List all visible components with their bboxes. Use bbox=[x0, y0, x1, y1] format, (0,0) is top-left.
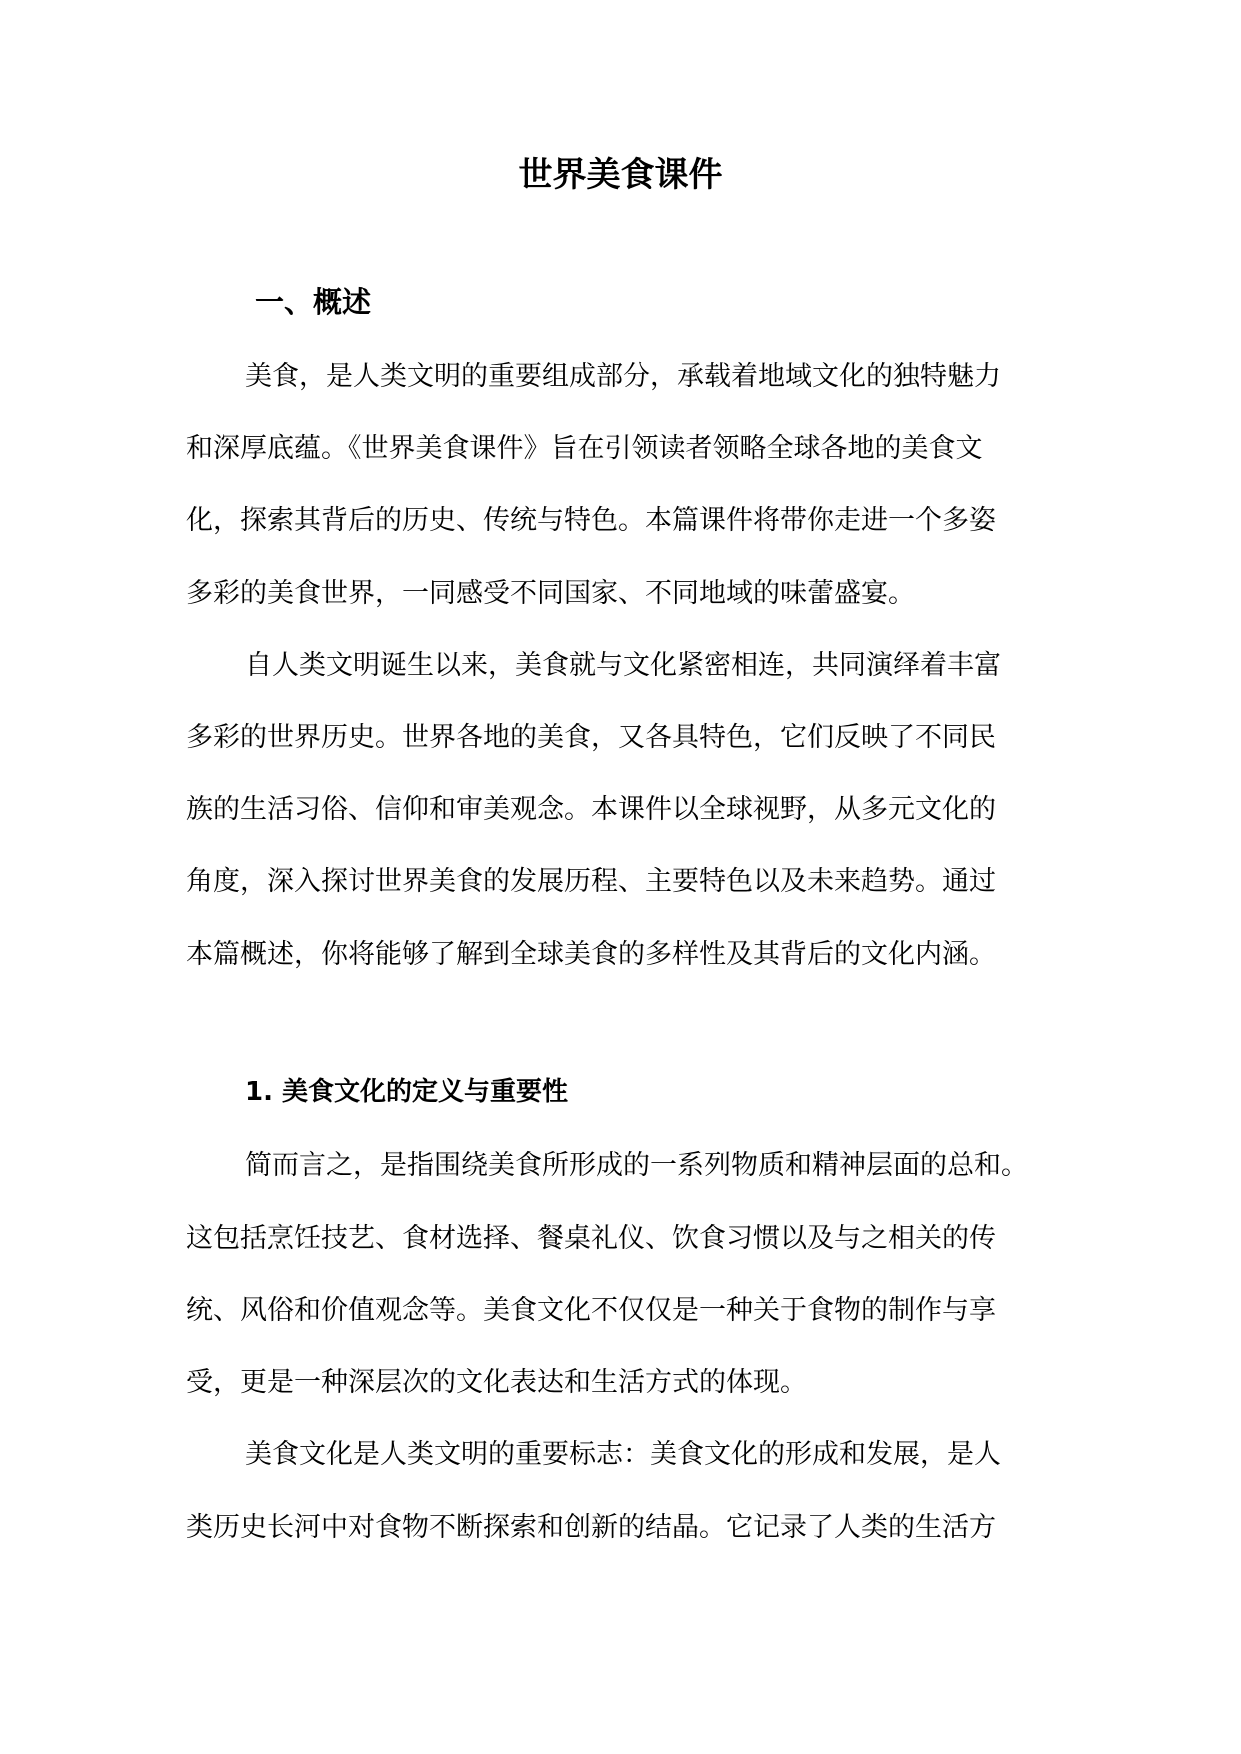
paragraph-line: 和深厚底蕴。《世界美食课件》旨在引领读者领略全球各地的美食文 bbox=[186, 433, 983, 464]
paragraph-line: 角度，深入探讨世界美食的发展历程、主要特色以及未来趋势。通过 bbox=[186, 866, 996, 897]
paragraph-line: 美食文化是人类文明的重要标志：美食文化的形成和发展，是人 bbox=[245, 1439, 1001, 1470]
paragraph-line: 类历史长河中对食物不断探索和创新的结晶。它记录了人类的生活方 bbox=[186, 1512, 996, 1543]
paragraph-line: 本篇概述，你将能够了解到全球美食的多样性及其背后的文化内涵。 bbox=[186, 939, 996, 970]
paragraph-line: 这包括烹饪技艺、食材选择、餐桌礼仪、饮食习惯以及与之相关的传 bbox=[186, 1223, 996, 1254]
section-heading-overview: 一、概述 bbox=[255, 285, 372, 319]
paragraph-line: 受，更是一种深层次的文化表达和生活方式的体现。 bbox=[186, 1367, 807, 1398]
paragraph-line: 多彩的美食世界，一同感受不同国家、不同地域的味蕾盛宴。 bbox=[186, 578, 915, 609]
paragraph-line: 简而言之，是指围绕美食所形成的一系列物质和精神层面的总和。 bbox=[245, 1150, 1028, 1181]
subsection-heading-definition: 1. 美食文化的定义与重要性 bbox=[245, 1077, 569, 1107]
paragraph-line: 多彩的世界历史。世界各地的美食，又各具特色，它们反映了不同民 bbox=[186, 722, 996, 753]
paragraph-line: 化，探索其背后的历史、传统与特色。本篇课件将带你走进一个多姿 bbox=[186, 505, 996, 536]
paragraph-line: 族的生活习俗、信仰和审美观念。本课件以全球视野，从多元文化的 bbox=[186, 794, 996, 825]
document-title: 世界美食课件 bbox=[518, 155, 723, 195]
paragraph-line: 自人类文明诞生以来，美食就与文化紧密相连，共同演绎着丰富 bbox=[245, 650, 1001, 681]
paragraph-line: 统、风俗和价值观念等。美食文化不仅仅是一种关于食物的制作与享 bbox=[186, 1295, 996, 1326]
paragraph-line: 美食，是人类文明的重要组成部分，承载着地域文化的独特魅力 bbox=[245, 361, 1001, 392]
